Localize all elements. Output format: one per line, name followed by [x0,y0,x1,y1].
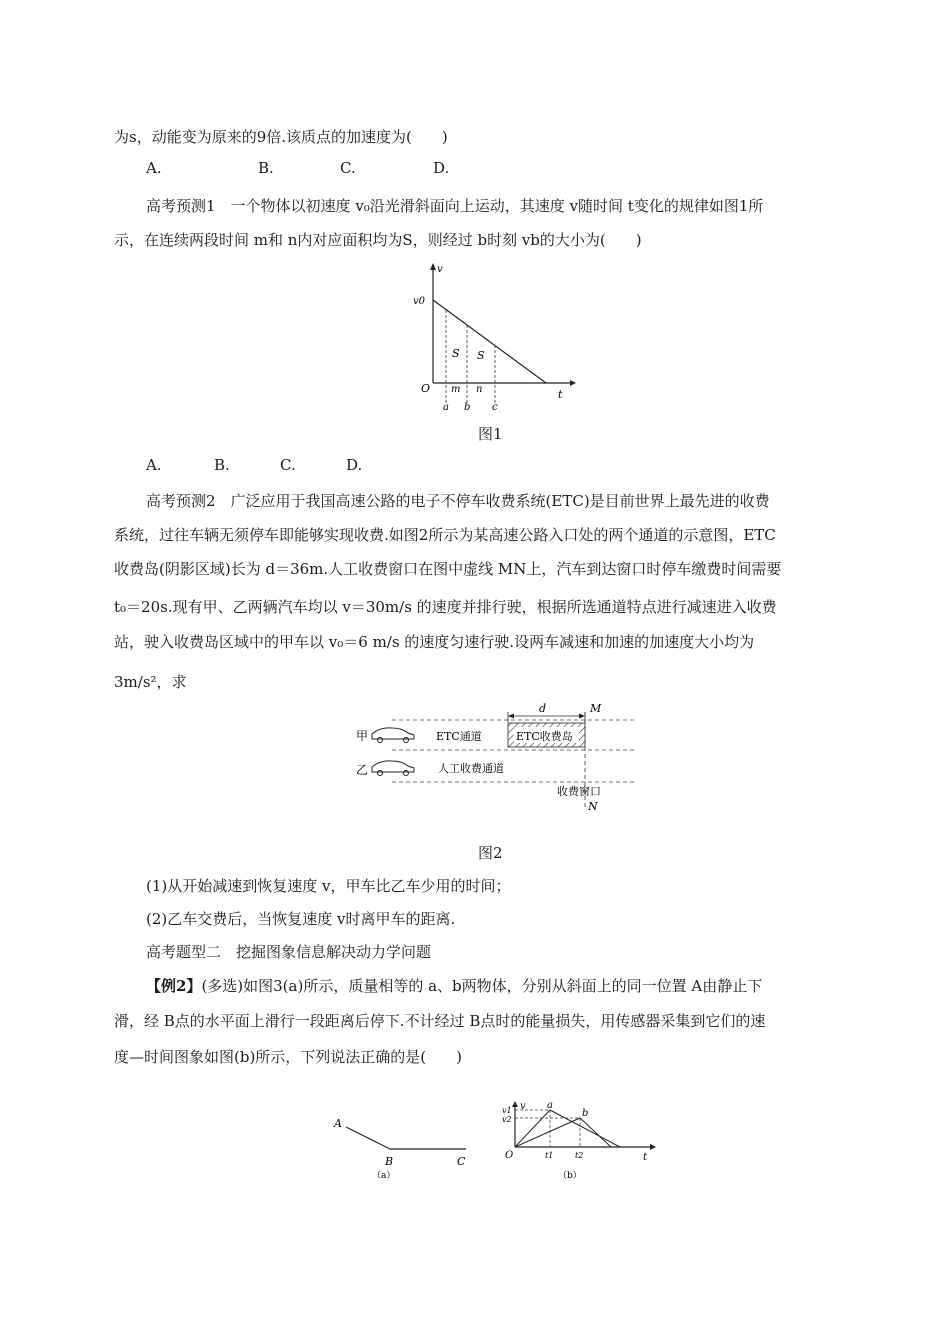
line-b-down [580,1118,611,1147]
origin-label: O [505,1150,514,1161]
figure-1-vt-graph [410,258,580,413]
figure-b-label: （b） [558,1171,582,1181]
etc-island-label: ETC收费岛 [516,730,573,743]
section-heading: 高考题型二 挖掘图象信息解决动力学问题 [146,943,432,961]
figure-a-label: （a） [372,1171,396,1181]
prediction2-line5: 站，驶入收费岛区域中的甲车以 v₀＝6 m/s 的速度匀速行驶.设两车减速和加速的加速度大小均为 [114,633,755,651]
v2-label: v2 [502,1115,512,1124]
example2-line2: 滑，经 B点的水平面上滑行一段距离后停下.不计经过 B点时的能量损失，用传感器采集到它们的速 [114,1012,766,1030]
tick-a-label: a [443,402,449,413]
prediction1-line1: 高考预测1 一个物体以初速度 v₀沿光滑斜面向上运动，其速度 v随时间 t变化的规律如图1所 [146,197,764,215]
example-label: 【例2】 [146,977,202,995]
segment-m-label: m [451,384,461,395]
prediction2-line1: 高考预测2 广泛应用于我国高速公路的电子不停车收费系统(ETC)是目前世界上最先进的收费 [146,492,770,510]
question-2: (2)乙车交费后，当恢复速度 v时离甲车的距离. [146,910,456,928]
figure-3a-incline [330,1112,480,1182]
prediction2-line4: t₀＝20s.现有甲、乙两辆汽车均以 v＝30m/s 的速度并排行驶，根据所选通道特点进行减速进入收费 [114,598,777,616]
t-axis-label: t [643,1152,648,1163]
area-label-2: S [477,349,485,362]
figure-1-caption: 图1 [478,425,503,443]
example2-line1-text: (多选)如图3(a)所示，质量相等的 a、b两物体，分别从斜面上的同一位置 A由静止下 [201,977,763,995]
incline-line [346,1127,390,1149]
option-b: B. [214,456,230,474]
figure-2-caption: 图2 [478,844,503,862]
figure-2-toll-diagram [350,700,640,815]
v1-label: v1 [502,1106,512,1115]
car-jia-icon [372,728,414,743]
prediction2-line2: 系统，过往车辆无须停车即能够实现收费.如图2所示为某高速公路入口处的两个通道的示意图，ETC [114,526,776,544]
d-arrow-right [579,714,585,719]
prediction2-line3: 收费岛(阴影区域)长为 d＝36m.人工收费窗口在图中虚线 MN上，汽车到达窗口时停车缴费时间需要 [114,560,782,578]
prediction2-line6: 3m/s²，求 [114,673,187,691]
area-label-1: S [452,347,460,360]
origin-label: O [421,382,431,395]
option-d: D. [346,456,363,474]
t1-label: t1 [545,1151,554,1160]
segment-n-label: n [476,384,483,395]
line-b-up [515,1118,580,1147]
d-label: d [539,702,547,715]
v0-label: v0 [413,296,426,307]
t2-label: t2 [575,1151,584,1160]
tick-c-label: c [492,402,498,413]
point-c-label: C [457,1155,466,1168]
tick-b-label: b [464,402,471,413]
t-axis-arrow [650,1144,656,1150]
example2-line1 [146,976,762,996]
peak-a-label: a [547,1100,553,1111]
etc-lane-label: ETC通道 [436,730,482,743]
v-axis-label: v [520,1101,526,1112]
line-a-up [515,1110,550,1147]
d-arrow-left [508,714,514,719]
figure-3b-vt-graph [500,1100,660,1185]
question-1: (1)从开始减速到恢复速度 v，甲车比乙车少用的时间； [146,877,511,895]
option-c: C. [340,159,356,177]
point-b-label: B [385,1155,394,1168]
m-label: M [590,702,602,715]
option-a: A. [146,456,162,474]
prediction1-line2: 示，在连续两段时间 m和 n内对应面积均为S，则经过 b时刻 vb的大小为( ) [114,231,642,249]
car-yi-label: 乙 [356,763,369,777]
toll-window-label: 收费窗口 [557,785,601,798]
option-c: C. [280,456,296,474]
v-axis-label: v [437,264,443,275]
question-text-line: 为s，动能变为原来的9倍.该质点的加速度为( ) [114,128,448,146]
option-b: B. [258,159,274,177]
v-axis-arrow [512,1101,518,1107]
velocity-line [433,300,546,383]
car-yi-icon [372,761,414,776]
example2-line3: 度—时间图象如图(b)所示，下列说法正确的是( ) [114,1048,463,1066]
v-axis-arrow [430,263,436,270]
prediction1-options [146,455,446,475]
option-a: A. [146,159,162,177]
point-a-label: A [334,1117,342,1130]
manual-lane-label: 人工收费通道 [438,762,504,775]
car-jia-label: 甲 [356,729,369,743]
answer-options [146,158,566,178]
option-d: D. [433,159,450,177]
t-axis-arrow [570,380,576,386]
n-label: N [588,800,598,813]
peak-b-label: b [582,1108,589,1119]
t-axis-label: t [558,388,563,401]
